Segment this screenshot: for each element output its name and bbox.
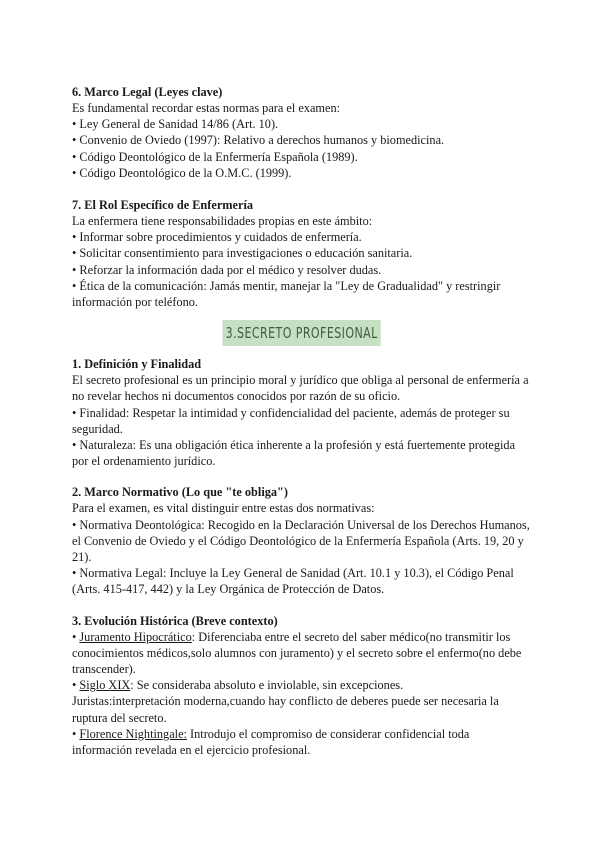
chapter-banner: 3.SECRETO PROFESIONAL [223, 320, 382, 346]
section-definicion [72, 356, 532, 469]
list-item: • Juramento Hipocrático: Diferenciaba entre el secreto del saber médico(no transmitir los conocimientos médicos,solo alumnos con juramento) y el secreto sobre el enfermo(no debe transcender). [72, 629, 522, 677]
section-marco-legal [72, 84, 532, 181]
section-intro: Para el examen, es vital distinguir entre estas dos normativas: [72, 501, 375, 516]
list-item: • Informar sobre procedimientos y cuidados de enfermería. [72, 230, 362, 245]
section-rol-enfermeria [72, 197, 532, 310]
document-content [72, 84, 532, 758]
list-item: • Normativa Legal: Incluye la Ley General de Sanidad (Art. 10.1 y 10.3), el Código Penal (Arts. 415-417, 442) y la Ley Orgánica de Protección de Datos. [72, 566, 514, 597]
list-item: • Ley General de Sanidad 14/86 (Art. 10). [72, 117, 279, 132]
list-item: • Normativa Deontológica: Recogido en la Declaración Universal de los Derechos Humanos, el Convenio de Oviedo y el Código Deontológico de la Enfermería Española (Arts. 19, 20 y 21). [72, 517, 530, 565]
list-item: • Reforzar la información dada por el médico y resolver dudas. [72, 262, 382, 277]
list-item: • Convenio de Oviedo (1997): Relativo a derechos humanos y biomedicina. [72, 133, 445, 148]
juristas-note: Juristas:interpretación moderna,cuando hay conflicto de deberes puede ser necesaria la ruptura del secreto. [72, 694, 499, 725]
section-intro: El secreto profesional es un principio moral y jurídico que obliga al personal de enfermería a no revelar hechos ni documentos conocidos por razón de su oficio. [72, 373, 529, 404]
underlined-term: Siglo XIX [79, 678, 131, 693]
underlined-term: Florence Nightingale: [79, 726, 187, 741]
chapter-banner-wrap [72, 320, 532, 346]
list-item: • Siglo XIX: Se consideraba absoluto e inviolable, sin excepciones. [72, 678, 404, 693]
section-marco-normativo [72, 484, 532, 597]
underlined-term: Juramento Hipocrático [79, 629, 192, 644]
list-item-text: Introdujo el compromiso de considerar confidencial toda información revelada en el ejercicio profesional. [72, 726, 470, 758]
list-item: • Código Deontológico de la O.M.C. (1999). [72, 165, 292, 180]
section-heading: 6. Marco Legal (Leyes clave) [72, 85, 223, 99]
section-heading: 3. Evolución Histórica (Breve contexto) [72, 613, 278, 628]
section-heading: 2. Marco Normativo (Lo que "te obliga") [72, 485, 288, 500]
list-item: • Ética de la comunicación: Jamás mentir, manejar la "Ley de Gradualidad" y restringir información por teléfono. [72, 278, 501, 310]
section-intro: Es fundamental recordar estas normas para el examen: [72, 101, 341, 115]
list-item: • Finalidad: Respetar la intimidad y confidencialidad del paciente, además de proteger su seguridad. [72, 405, 510, 436]
list-item-text: : Diferenciaba entre el secreto del saber médico(no transmitir los conocimientos médicos,solo alumnos con juramento) y el secreto sobre el enfermo(no debe transcender). [72, 629, 522, 677]
section-evolucion-historica [72, 613, 532, 759]
section-heading: 7. El Rol Específico de Enfermería [72, 198, 254, 213]
list-item: • Solicitar consentimiento para investigaciones o educación sanitaria. [72, 246, 413, 261]
section-heading: 1. Definición y Finalidad [72, 357, 202, 372]
list-item: • Florence Nightingale: Introdujo el compromiso de considerar confidencial toda información revelada en el ejercicio profesional. [72, 726, 470, 758]
list-item-text: : Se consideraba absoluto e inviolable, sin excepciones. [130, 678, 404, 693]
list-item: • Naturaleza: Es una obligación ética inherente a la profesión y está fuertemente protegida por el ordenamiento jurídico. [72, 438, 516, 469]
list-item: • Código Deontológico de la Enfermería Española (1989). [72, 149, 358, 164]
section-intro: La enfermera tiene responsabilidades propias en este ámbito: [72, 214, 373, 229]
